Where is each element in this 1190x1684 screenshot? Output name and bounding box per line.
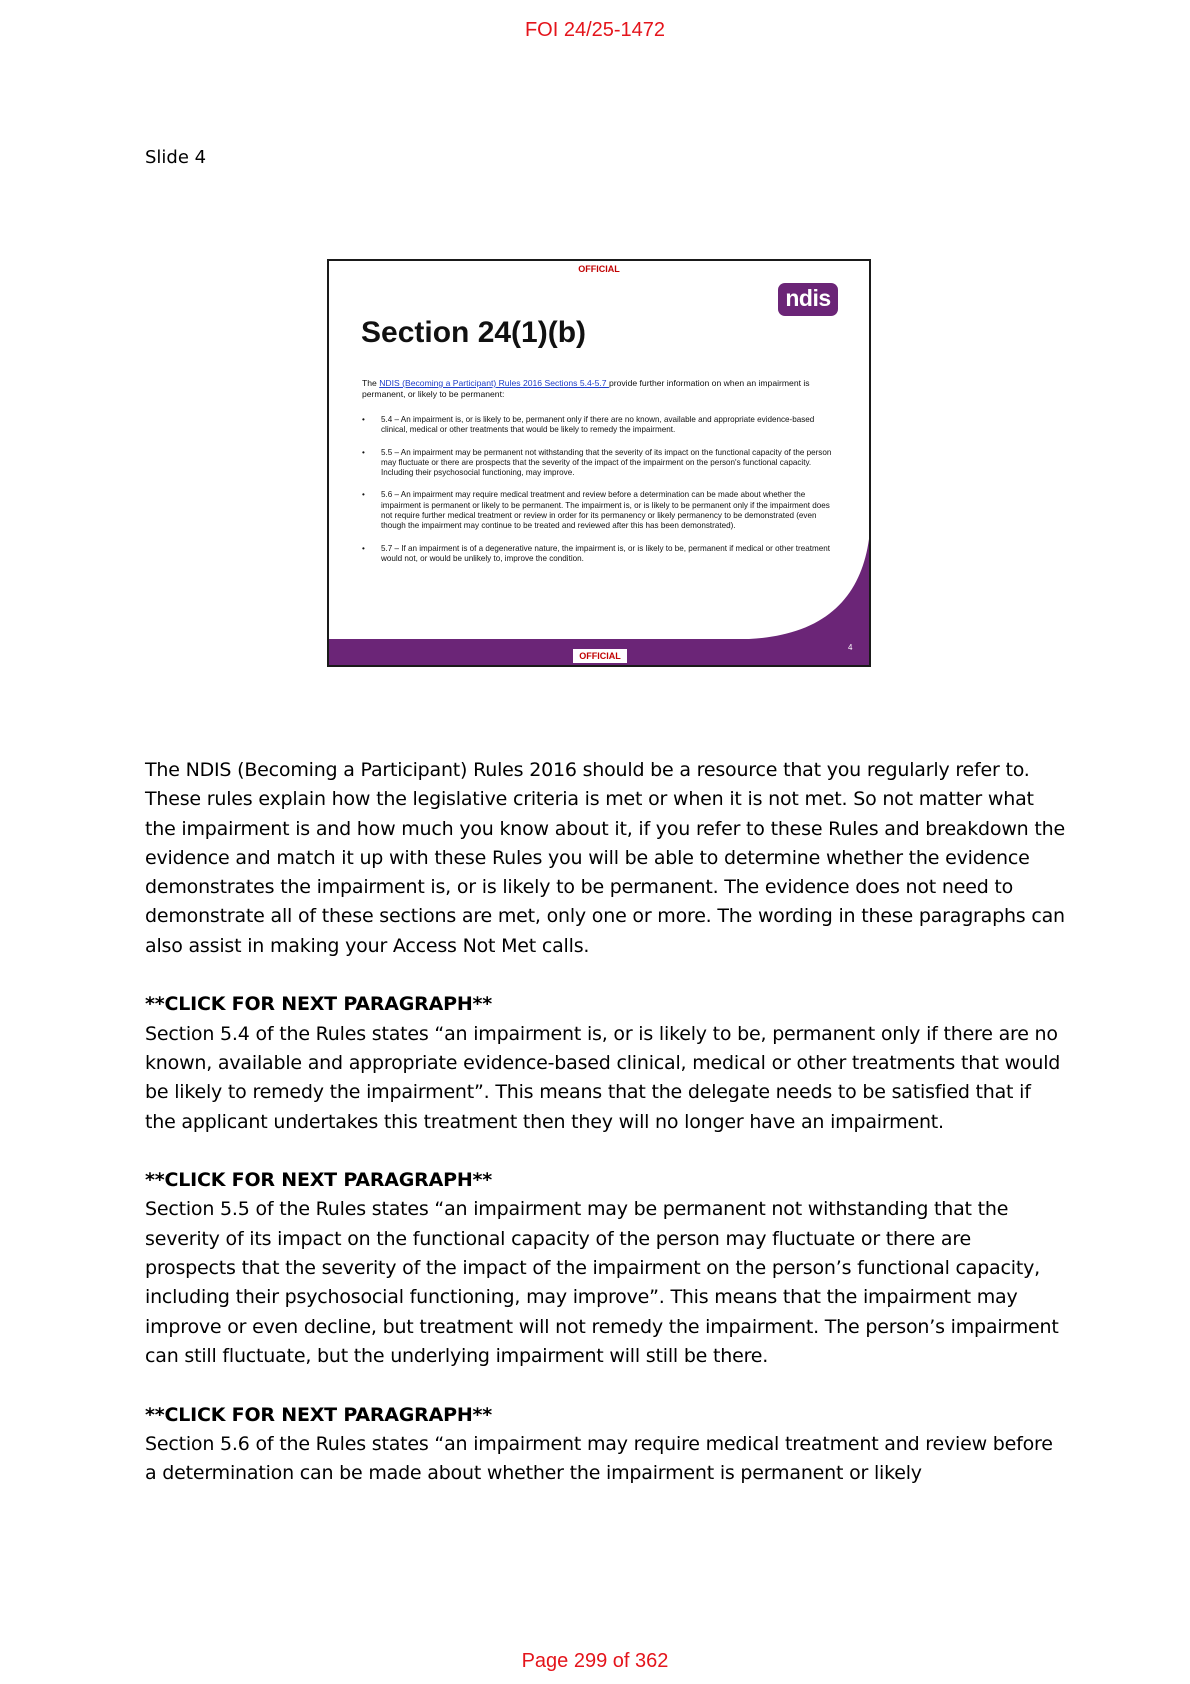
paragraph-text: Section 5.6 of the Rules states “an impairment may require medical treatment and review before a determination can be made about whether the impairment is permanent or likely [145, 1432, 1053, 1485]
bullet-text: 5.4 – An impairment is, or is likely to be, permanent only if there are no known, available and appropriate evidence-based clinical, medical or other treatments that would be likely to remedy the impairment. [381, 415, 815, 435]
intro-suffix: provide further information on when an impairment is permanent, or likely to be permanent: [362, 378, 810, 399]
intro-prefix: The [362, 378, 380, 388]
classification-bottom: OFFICIAL [573, 649, 627, 663]
bullet-text: 5.7 – If an impairment is of a degenerative nature, the impairment is, or is likely to be, permanent if medical or other treatment would not, or would be unlikely to, improve the condition. [381, 543, 830, 563]
bullet-icon: • [362, 490, 365, 500]
click-heading: **CLICK FOR NEXT PARAGRAPH** [145, 1403, 493, 1426]
paragraph-text: Section 5.4 of the Rules states “an impairment is, or is likely to be, permanent only if there are no known, available and appropriate evidence-based clinical, medical or other treatments that would be likely to remedy the impairment”. This means that the delegate needs to be satisfied that if the applicant undertakes this treatment then they will no longer have an impairment. [145, 1022, 1061, 1133]
paragraph-section-5-5 [145, 1166, 1065, 1371]
slide-bullet-list [362, 415, 837, 576]
bullet-item [362, 490, 837, 531]
foi-number: FOI 24/25-1472 [524, 19, 666, 41]
page-number: Page 299 of 362 [521, 1650, 669, 1672]
slide-intro [362, 378, 832, 399]
bullet-item [362, 415, 837, 436]
slide-number: 4 [848, 643, 853, 652]
paragraph-section-5-6 [145, 1401, 1065, 1489]
bullet-text: 5.5 – An impairment may be permanent not withstanding that the severity of its impact on the functional capacity of the person may fluctuate or there are prospects that the severity of the impact of the impairment on the person's functional capacity. Including their psychosocial functioning, may improve. [381, 447, 832, 478]
slide-label: Slide 4 [145, 147, 207, 168]
click-heading: **CLICK FOR NEXT PARAGRAPH** [145, 993, 493, 1016]
paragraph-section-5-4 [145, 990, 1065, 1136]
classification-top: OFFICIAL [578, 264, 620, 274]
paragraph-text: Section 5.5 of the Rules states “an impairment may be permanent not withstanding that the severity of its impact on the functional capacity of the person may fluctuate or there are prospects that the severity of the impact of the impairment on the person’s functional capacity, including their psychosocial functioning, may improve”. This means that the impairment may improve or even decline, but treatment will not remedy the impairment. The person’s impairment can still fluctuate, but the underlying impairment will still be there. [145, 1198, 1059, 1367]
paragraph-intro: The NDIS (Becoming a Participant) Rules 2016 should be a resource that you regularly refer to. These rules explain how the legislative criteria is met or when it is not met. So not matter what the impairment is and how much you know about it, if you refer to these Rules and breakdown the evidence and match it up with these Rules you will be able to determine whether the evidence demonstrates the impairment is, or is likely to be permanent. The evidence does not need to demonstrate all of these sections are met, only one or more. The wording in these paragraphs can also assist in making your Access Not Met calls. [145, 759, 1065, 957]
click-heading: **CLICK FOR NEXT PARAGRAPH** [145, 1169, 493, 1192]
bullet-icon: • [362, 447, 365, 457]
bullet-icon: • [362, 543, 365, 553]
bullet-item [362, 544, 837, 565]
bullet-icon: • [362, 415, 365, 424]
bullet-text: 5.6 – An impairment may require medical treatment and review before a determination can be made about whether the impairment is permanent or likely to be permanent. The impairment is, or is likely to be permanent only if the impairment does not require further medical treatment or review in order for its permanency or likely permanency to be demonstrated (even though the impairment may continue to be treated and reviewed after this has been demonstrated). [381, 490, 830, 531]
bullet-item [362, 448, 837, 479]
slide-thumbnail [327, 259, 871, 667]
rules-link[interactable]: NDIS (Becoming a Participant) Rules 2016 Sections 5.4-5.7 [379, 378, 609, 388]
speaker-notes [145, 756, 1065, 1518]
ndis-logo: ndis [778, 283, 838, 316]
slide-title: Section 24(1)(b) [361, 316, 587, 349]
